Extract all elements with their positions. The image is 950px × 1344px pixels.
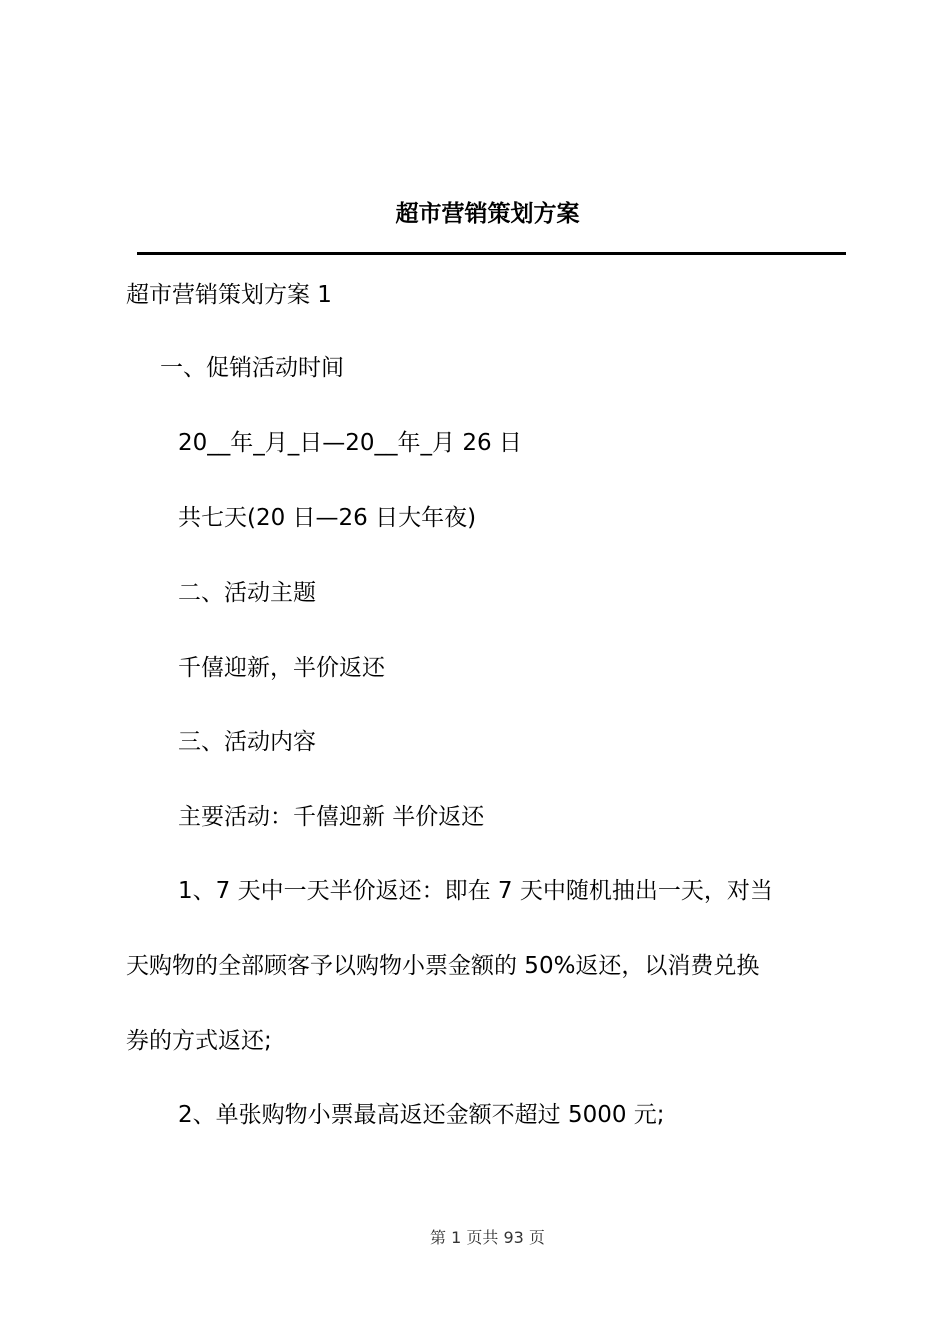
paragraph-line: 千僖迎新，半价返还 xyxy=(178,655,385,681)
paragraph-line: 天购物的全部顾客予以购物小票金额的 50%返还，以消费兑换 xyxy=(126,953,760,979)
section-heading: 超市营销策划方案 1 xyxy=(126,282,332,308)
paragraph-line: 三、活动内容 xyxy=(178,729,316,755)
title-divider xyxy=(137,252,846,255)
paragraph-line: 共七天(20 日—26 日大年夜) xyxy=(178,505,477,531)
page-number-footer: 第 1 页共 93 页 xyxy=(430,1228,545,1247)
document-title: 超市营销策划方案 xyxy=(395,200,580,227)
paragraph-line: 二、活动主题 xyxy=(178,580,316,606)
paragraph-line: 主要活动：千僖迎新 半价返还 xyxy=(178,804,485,830)
paragraph-line: 一、促销活动时间 xyxy=(160,355,344,381)
paragraph-line: 2、单张购物小票最高返还金额不超过 5000 元; xyxy=(178,1102,665,1128)
paragraph-line: 20__年_月_日—20__年_月 26 日 xyxy=(178,430,522,456)
paragraph-line: 1、7 天中一天半价返还：即在 7 天中随机抽出一天，对当 xyxy=(178,878,773,904)
paragraph-line: 券的方式返还; xyxy=(126,1028,272,1054)
